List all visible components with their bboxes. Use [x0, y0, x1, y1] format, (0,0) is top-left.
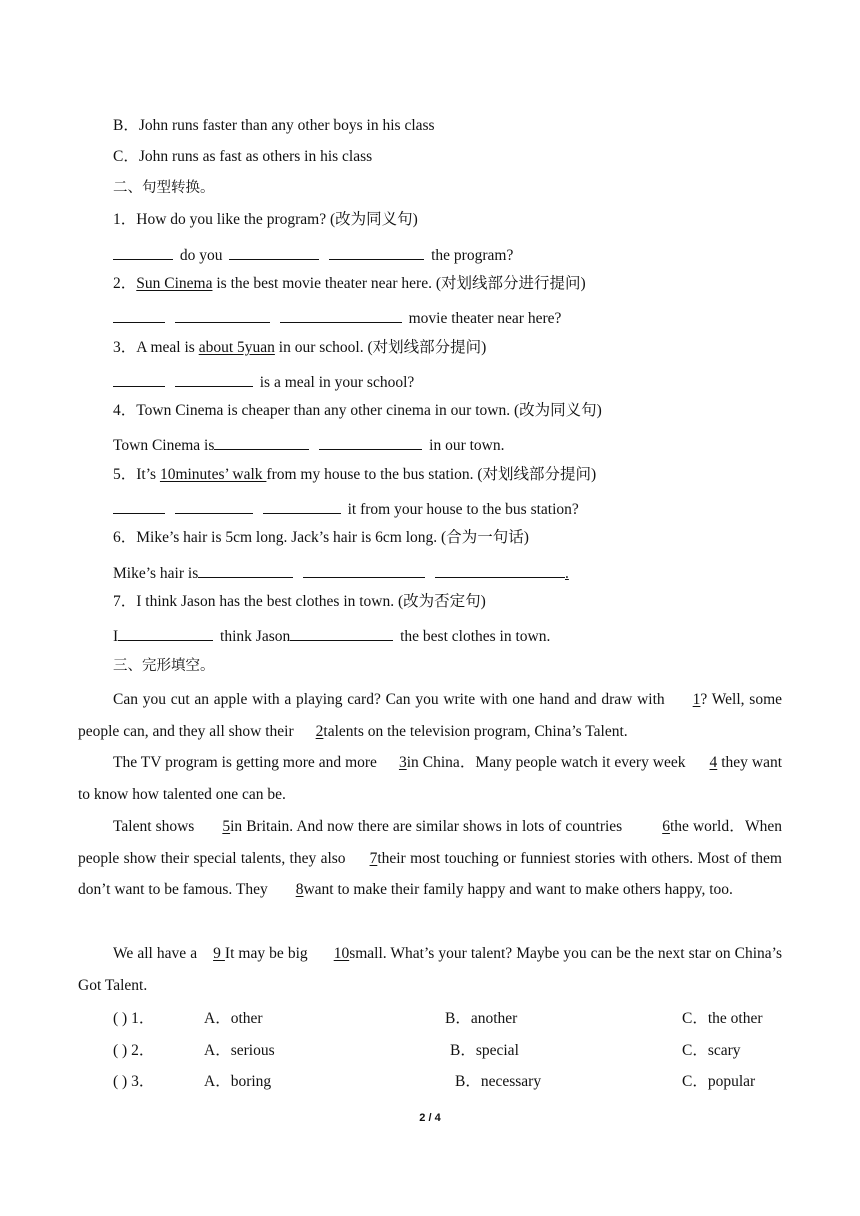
- s2-question-6: 6．Mike’s hair is 5cm long. Jack’s hair is 6cm long. (合为一句话): [113, 529, 529, 546]
- s2-answer-6: Mike’s hair is .: [113, 562, 569, 584]
- option-b: B．John runs faster than any other boys in his class: [113, 117, 435, 134]
- mc-row-2-c: C．scary: [682, 1042, 741, 1059]
- mc-row-1-b: B．another: [445, 1010, 518, 1027]
- s2-question-1: 1．How do you like the program? (改为同义句): [113, 211, 418, 228]
- s2-answer-7: I think Jason the best clothes in town.: [113, 625, 550, 647]
- mc-row-2-b: B．special: [450, 1042, 519, 1059]
- s2-answer-4: Town Cinema is in our town.: [113, 434, 504, 456]
- s2-question-7: 7．I think Jason has the best clothes in town. (改为否定句): [113, 593, 486, 610]
- mc-row-2-a: A．serious: [204, 1042, 275, 1059]
- mc-row-3-b: B．necessary: [455, 1073, 542, 1090]
- cloze-paragraph-3: Talent shows 5in Britain. And now there are similar shows in lots of countries 6the world．When people show their special talents, they also 7their most touching or funniest stories with others. Most of them don’t want to be famous. They 8want to make their family happy and want to make others happy, too.: [78, 818, 783, 899]
- cloze-paragraph-4: We all have a 9 It may be big 10small. What’s your talent? Maybe you can be the next star on China’s Got Talent.: [78, 945, 783, 994]
- section3-heading: 三、完形填空。: [113, 658, 215, 674]
- mc-row-3-c: C．popular: [682, 1073, 756, 1090]
- option-c: C．John runs as fast as others in his class: [113, 148, 373, 165]
- s2-question-4: 4．Town Cinema is cheaper than any other cinema in our town. (改为同义句): [113, 402, 602, 419]
- cloze-paragraph-2: The TV program is getting more and more 3in China．Many people watch it every week 4 they want to know how talented one can be.: [78, 754, 782, 803]
- page-number: 2 / 4: [419, 1112, 441, 1124]
- s2-answer-2: movie theater near here?: [113, 307, 561, 329]
- section2-heading: 二、句型转换。: [113, 180, 215, 196]
- mc-row-3-a: A．boring: [204, 1073, 272, 1090]
- s2-answer-1: do you the program?: [113, 244, 513, 266]
- cloze-paragraph-1: Can you cut an apple with a playing card? Can you write with one hand and draw with 1? Well, some people can, and they all show their 2talents on the television program, China’s Talent.: [78, 691, 782, 740]
- mc-row-3-paren: ( ) 3．: [113, 1073, 155, 1090]
- s2-question-5: 5．It’s 10minutes’ walk from my house to the bus station. (对划线部分提问): [113, 466, 597, 483]
- s2-question-3: 3．A meal is about 5yuan in our school. (对划线部分提问): [113, 339, 487, 356]
- s2-question-2: 2．Sun Cinema is the best movie theater near here. (对划线部分进行提问): [113, 275, 586, 292]
- s2-answer-3: is a meal in your school?: [113, 371, 414, 393]
- mc-row-2-paren: ( ) 2．: [113, 1042, 155, 1059]
- s2-answer-5: it from your house to the bus station?: [113, 498, 579, 520]
- mc-row-1-c: C．the other: [682, 1010, 763, 1027]
- mc-row-1-paren: ( ) 1．: [113, 1010, 155, 1027]
- mc-row-1-a: A．other: [204, 1010, 263, 1027]
